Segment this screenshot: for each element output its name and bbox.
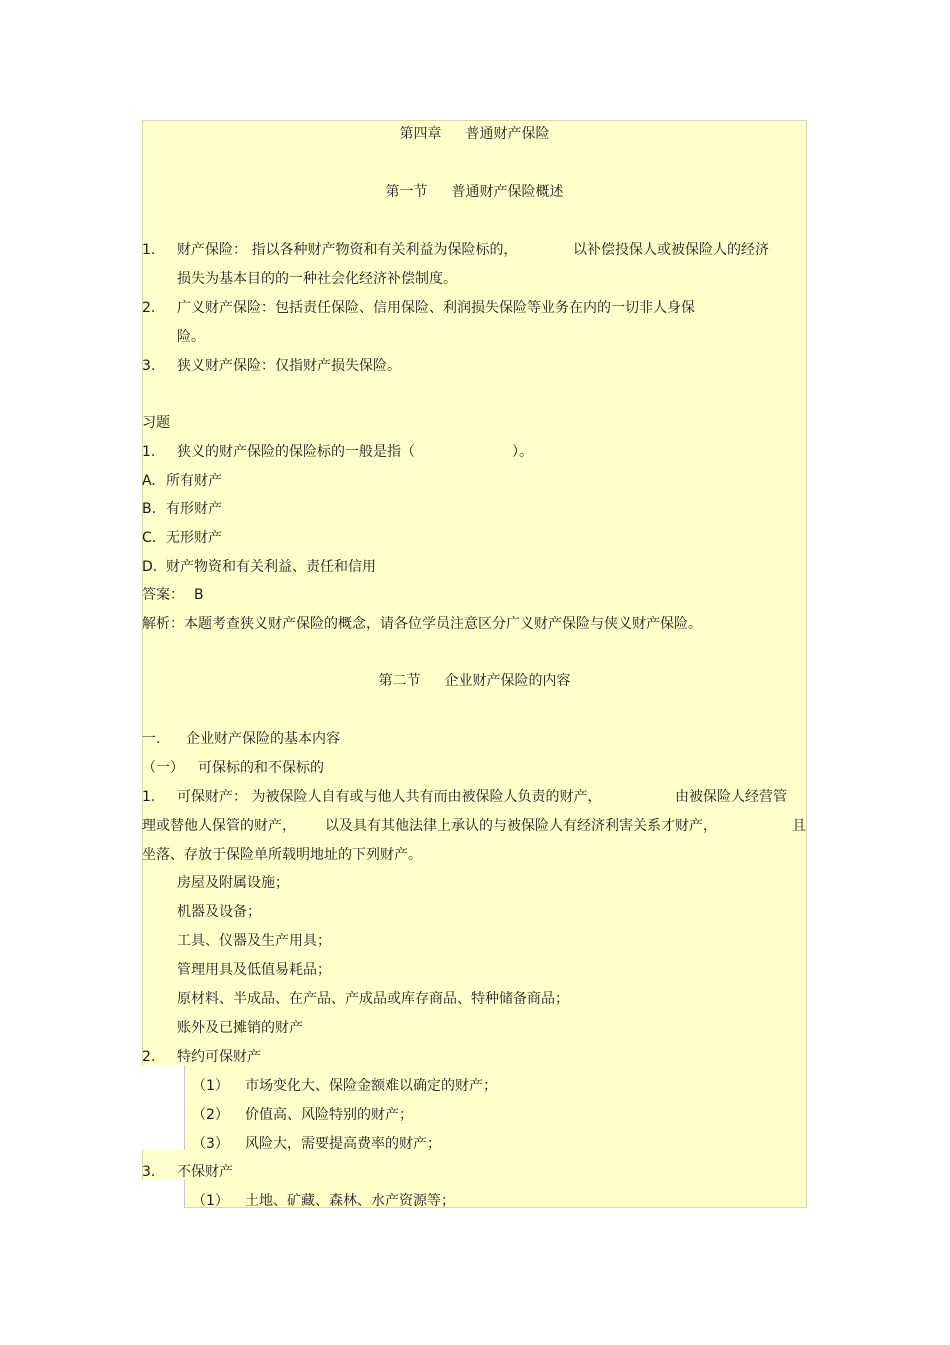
item2-title: 特约可保财产 [177,1049,261,1065]
indent-margin-1 [142,1065,185,1150]
option-text: 所有财产 [166,473,222,489]
option-key: C. [142,530,157,546]
def3-line1: 狭义财产保险：仅指财产损失保险。 [177,358,401,374]
exercise-heading: 习题 [142,415,170,431]
analysis-text: 解析：本题考查狭义财产保险的概念，请各位学员注意区分广义财产保险与侠义财产保险。 [142,616,702,632]
def3-num: 3. [142,358,156,374]
def1-num: 1. [142,242,156,258]
option-text: 财产物资和有关利益、责任和信用 [166,559,376,575]
item3-title: 不保财产 [177,1164,233,1180]
indent-margin-2 [142,1180,185,1208]
answer-value: B [194,587,204,603]
option-key: D. [142,559,158,575]
item1-line1b: 由被保险人经营管 [675,789,787,805]
item1-num: 1. [142,789,156,805]
insurable-item: 工具、仪器及生产用具； [177,933,331,949]
excluded-text: 土地、矿藏、森林、水产资源等； [245,1193,455,1209]
special-num: （2） [192,1107,229,1123]
section2-title: 第二节 企业财产保险的内容 [378,673,571,689]
option-key: B. [142,501,157,517]
def2-line2: 险。 [177,329,205,345]
item2-num: 2. [142,1049,156,1065]
question-end: ）。 [512,444,533,460]
special-text: 市场变化大、保险金额难以确定的财产； [245,1078,497,1094]
option-text: 无形财产 [166,530,222,546]
special-num: （1） [192,1078,229,1094]
option-key: A. [142,473,156,489]
def1-line2: 损失为基本目的的一种社会化经济补偿制度。 [177,271,457,287]
special-text: 价值高、风险特别的财产； [245,1107,413,1123]
subpart-num: （一） [142,760,184,776]
part-num: 一. [142,731,161,747]
item1-line3: 坐落、存放于保险单所载明地址的下列财产。 [142,847,422,863]
insurable-item: 管理用具及低值易耗品； [177,962,331,978]
answer-label: 答案： [142,587,184,603]
chapter-title: 第四章 普通财产保险 [399,126,550,142]
part-title: 企业财产保险的基本内容 [186,731,340,747]
insurable-item: 机器及设备； [177,904,261,920]
option-text: 有形财产 [166,501,222,517]
item1-line2a: 理或替他人保管的财产， [142,818,296,834]
special-text: 风险大，需要提高费率的财产； [245,1136,441,1152]
subpart-title: 可保标的和不保标的 [198,760,324,776]
insurable-item: 房屋及附属设施； [177,875,289,891]
def2-line1: 广义财产保险：包括责任保险、信用保险、利润损失保险等业务在内的一切非人身保 [177,300,695,316]
item1-line2b: 以及具有其他法律上承认的与被保险人有经济利害关系才财产， [325,818,717,834]
def1-line1b: 以补偿投保人或被保险人的经济 [573,242,769,258]
special-num: （3） [192,1136,229,1152]
excluded-num: （1） [192,1193,229,1209]
question-text: 狭义的财产保险的保险标的一般是指（ [177,444,415,460]
item1-line1a: 可保财产： 为被保险人自有或与他人共有而由被保险人负责的财产， [177,789,602,805]
item1-line2c: 且 [792,818,806,834]
item3-num: 3. [142,1164,156,1180]
question-num: 1. [142,444,156,460]
section1-title: 第一节 普通财产保险概述 [385,184,564,200]
def1-line1a: 财产保险： 指以各种财产物资和有关利益为保险标的， [177,242,518,258]
insurable-item: 账外及已摊销的财产 [177,1020,303,1036]
insurable-item: 原材料、半成品、在产品、产成品或库存商品、特种储备商品； [177,991,569,1007]
def2-num: 2. [142,300,156,316]
